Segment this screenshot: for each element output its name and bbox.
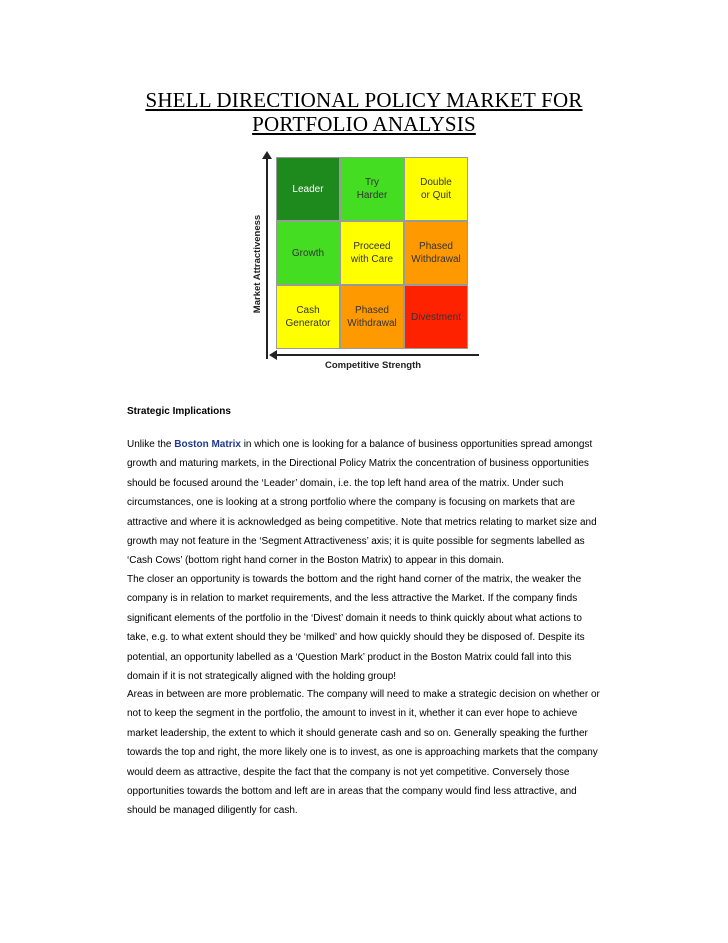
- x-axis-line: [275, 354, 479, 356]
- title-line-2: PORTFOLIO ANALYSIS: [252, 112, 476, 136]
- paragraph-2: The closer an opportunity is towards the bottom and the right hand corner of the matrix, the weaker the company is in relation to market requirements, and the less attractive the Market. If the company finds significant elements of the portfolio in the ‘Divest’ domain it needs to think quickly about what actions to take, e.g. to what extent should they be ‘milked’ and how quickly should they be disposed of. Despite its potential, an opportunity labelled as a ‘Question Mark’ product in the Boston Matrix could fall into this domain if it is not strategically aligned with the holding group!: [127, 574, 585, 683]
- paragraph-1: [127, 435, 603, 571]
- cell-phased-withdrawal-low: Phased Withdrawal: [340, 285, 404, 349]
- cell-divestment: Divestment: [404, 285, 468, 349]
- cell-try-harder: Try Harder: [340, 157, 404, 221]
- y-axis-label: Market Attractiveness: [252, 214, 263, 314]
- cell-cash-generator: Cash Generator: [276, 285, 340, 349]
- document-title: [100, 88, 628, 136]
- paragraph-1-start: Unlike the: [127, 439, 175, 450]
- title-line-1: SHELL DIRECTIONAL POLICY MARKET FOR: [145, 88, 583, 112]
- paragraph-1-rest: in which one is looking for a balance of business opportunities spread amongst growth and maturing markets, in the Directional Policy Matrix the concentration of business opportunities should be focused around the ‘Leader’ domain, i.e. the top left hand area of the matrix. Under such circumstances, one is looking at a strong portfolio where the company is focusing on markets that are attractive and where it is acknowledged as being competitive. Note that metrics relating to market size and growth may not feature in the ‘Segment Attractiveness’ axis; it is quite possible for segments labelled as ‘Cash Cows’ (bottom right hand corner in the Boston Matrix) to appear in this domain.: [127, 439, 597, 567]
- cell-proceed-with-care: Proceed with Care: [340, 221, 404, 285]
- paragraph-3: Areas in between are more problematic. The company will need to make a strategic decision on whether or not to keep the segment in the portfolio, the amount to invest in it, whether it can ever hope to achieve market leadership, the extent to which it should generate cash and so on. Generally speaking the further towards the top and right, the more likely one is to invest, as one is approaching markets that the company would deem as attractive, despite the fact that the company is not yet competitive. Conversely those opportunities towards the bottom and left are in areas that the company would find less attractive, and should be managed diligently for cash.: [127, 689, 600, 817]
- cell-double-or-quit: Double or Quit: [404, 157, 468, 221]
- cell-growth: Growth: [276, 221, 340, 285]
- y-axis-line: [266, 155, 268, 359]
- x-axis-label: Competitive Strength: [324, 360, 422, 371]
- directional-policy-matrix: [251, 151, 481, 377]
- section-heading: Strategic Implications: [127, 406, 231, 417]
- boston-matrix-link[interactable]: Boston Matrix: [174, 439, 241, 450]
- cell-phased-withdrawal-mid: Phased Withdrawal: [404, 221, 468, 285]
- cell-leader: Leader: [276, 157, 340, 221]
